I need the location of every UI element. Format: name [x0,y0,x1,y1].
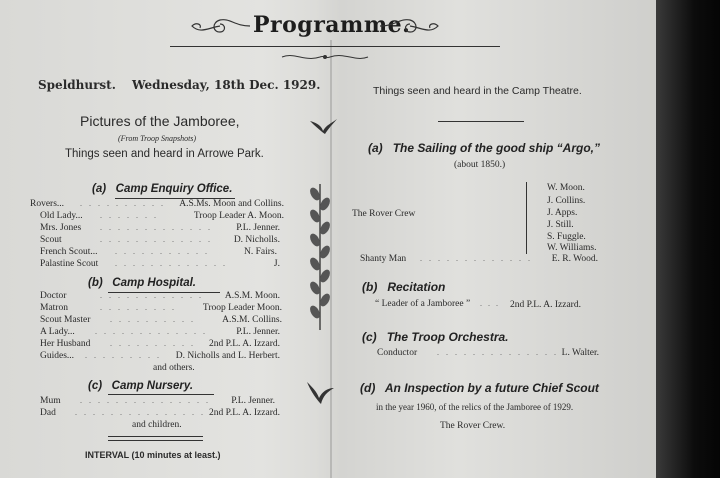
laurel-icon [308,182,332,332]
leader-dots: ............. [420,254,537,263]
part-c-tail: and children. [132,420,182,430]
part-label: (c) [88,380,103,392]
part-label: (a) [92,183,107,195]
leader-dots: ........... [115,247,214,256]
leader-dots: ............. [95,327,212,336]
left-section-subtitle: Things seen and heard in Arrowe Park. [65,148,264,160]
title-rule [170,46,500,47]
leader-dots: .......... [80,199,170,208]
cast: N. Fairs. [244,247,277,257]
date: Wednesday, 18th Dec. 1929. [132,78,321,92]
leader-dots: .......... [110,315,200,324]
part-c-heading [88,380,193,392]
inspection-heading [360,381,599,395]
crew-member: W. Moon. [547,183,585,193]
crew-member: W. Williams. [547,243,597,253]
crew-bracket [526,182,527,254]
interval-note: INTERVAL (10 minutes at least.) [85,450,221,460]
recitation-heading [362,280,445,294]
role: Her Husband [40,339,91,349]
recitation-cast: 2nd P.L. A. Izzard. [510,300,581,310]
role: Matron [40,303,68,313]
role: French Scout... [40,247,98,257]
leader-dots: ............. [100,235,217,244]
leader-dots: ............... [75,408,210,417]
role: Conductor [377,348,418,358]
leader-dots: ....... [100,211,163,220]
right-section-title: Things seen and heard in the Camp Theatre. [373,85,582,97]
leader-dots: ... [480,299,504,308]
leader-dots: .............. [437,348,563,357]
part-label: (b) [88,277,103,289]
part-label: (c) [362,330,377,344]
right-title-rule [438,121,524,122]
cast: 2nd P.L. A. Izzard. [209,408,280,418]
role: Rovers... [30,199,65,209]
part-title: Camp Nursery. [111,380,194,392]
part-title: An Inspection by a future Chief Scout [384,381,599,395]
programme-title: Programme. [253,12,411,38]
leader-dots: ............. [115,259,232,268]
role: Doctor [40,291,67,301]
cast: Troop Leader Moon. [202,303,282,313]
role: Palastine Scout [40,259,99,269]
cast: A.S.Ms. Moon and Collins. [179,199,284,209]
part-label: (b) [362,280,378,294]
crew-label: The Rover Crew [352,209,416,219]
argo-heading [368,141,600,155]
inspection-cast: The Rover Crew. [440,421,506,431]
part-b-tail: and others. [153,363,195,373]
cast: A.S.M. Collins. [222,315,282,325]
role: Dad [40,408,56,418]
argo-note: (about 1850.) [454,160,506,170]
role: Mum [40,396,61,406]
part-a-heading [92,183,232,195]
left-section-title: Pictures of the Jamboree, [80,113,240,129]
cast: D. Nicholls and L. Herbert. [175,351,280,361]
recitation-text: “ Leader of a Jamboree ” [375,299,471,309]
swallow-icon [305,380,335,406]
role: Scout [40,235,62,245]
leader-dots: ......... [85,351,166,360]
part-c-rule [108,394,214,395]
crew-member: J. Collins. [547,196,586,206]
left-section-note: (From Troop Snapshots) [118,134,197,143]
orchestra-heading [362,330,509,344]
part-title: Camp Hospital. [112,277,196,289]
place: Speldhurst. [38,78,116,92]
cast: E. R. Wood. [551,254,598,264]
leader-dots: ......... [100,303,181,312]
role: Old Lady... [40,211,83,221]
leader-dots: ............... [80,396,215,405]
part-title: The Sailing of the good ship “Argo,” [392,141,601,155]
part-title: Recitation [387,280,446,294]
interval-rule [108,436,203,441]
flourish-right-icon [378,14,440,38]
role: A Lady... [40,327,75,337]
title-ornament-icon [280,50,370,64]
flourish-left-icon [190,14,252,38]
inspection-line: in the year 1960, of the relics of the Jamboree of 1929. [376,402,574,412]
cast: P.L. Jenner. [231,396,275,406]
cast: L. Walter. [561,348,599,358]
leader-dots: ............. [100,223,217,232]
crew-member: J. Apps. [547,208,578,218]
role: Guides... [40,351,75,361]
leader-dots: ............ [100,291,208,300]
crew-member: S. Fuggle. [547,232,586,242]
part-title: The Troop Orchestra. [386,330,509,344]
part-label: (d) [360,381,376,395]
role: Mrs. Jones [40,223,82,233]
cast: 2nd P.L. A. Izzard. [209,339,280,349]
crew-member: J. Still. [547,220,574,230]
cast: Troop Leader A. Moon. [193,211,284,221]
cast: A.S.M. Moon. [224,291,280,301]
cast: J. [273,259,280,269]
part-label: (a) [368,141,383,155]
cast: P.L. Jenner. [236,327,280,337]
leader-dots: .......... [110,339,200,348]
background-shadow [656,0,720,478]
swallow-icon [308,117,338,137]
part-title: Camp Enquiry Office. [115,183,233,195]
part-b-heading [88,277,196,289]
role: Shanty Man [360,254,407,264]
role: Scout Master [40,315,91,325]
cast: P.L. Jenner. [236,223,280,233]
cast: D. Nicholls. [233,235,280,245]
